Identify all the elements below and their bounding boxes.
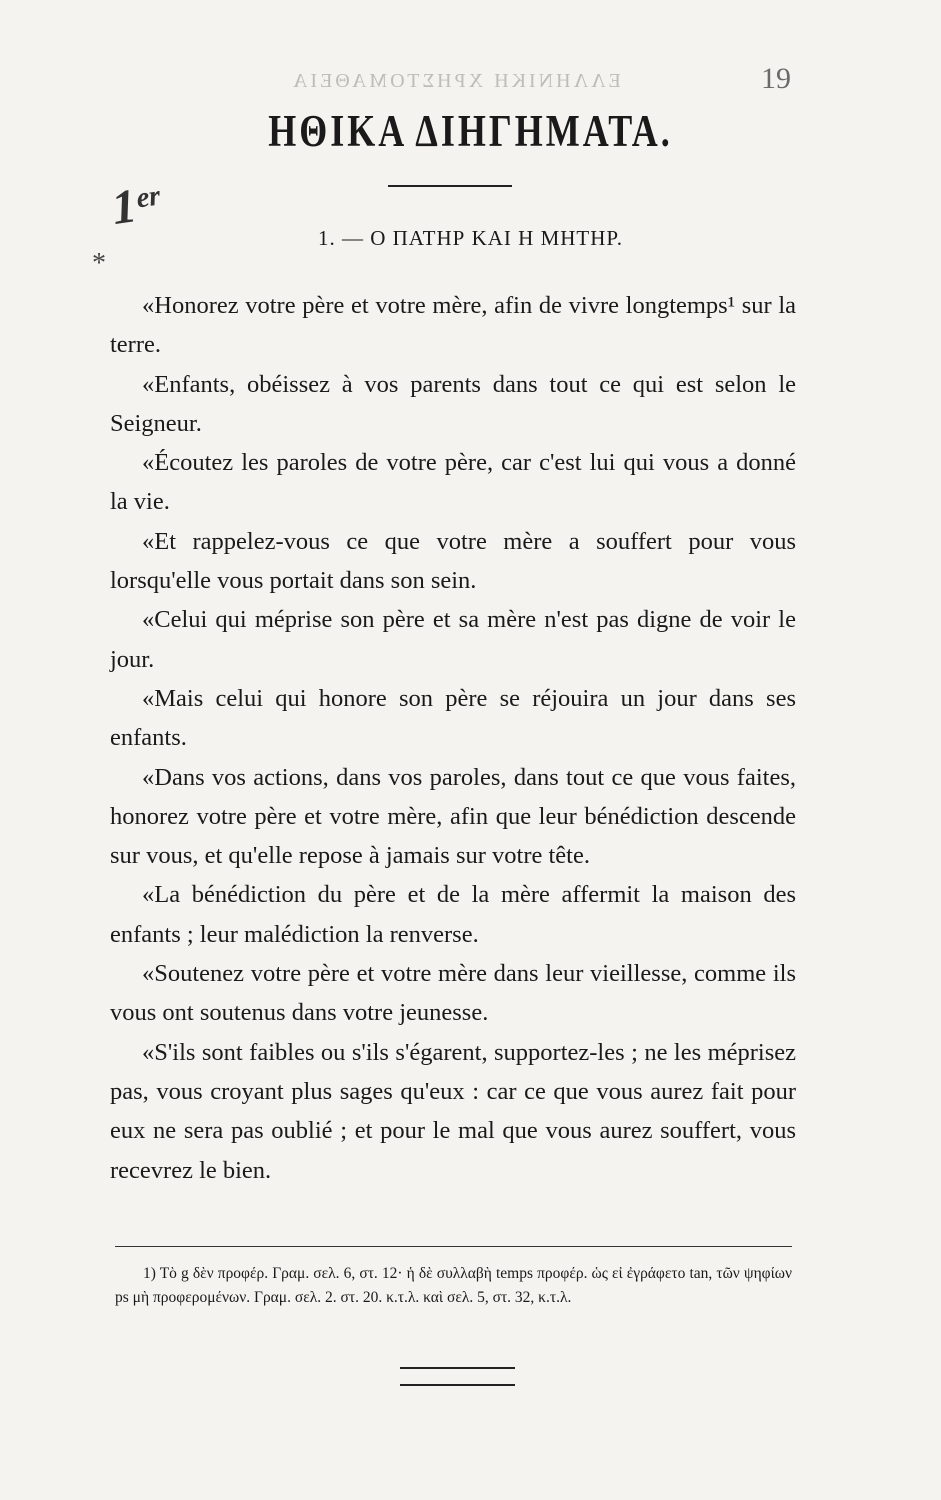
end-ornament-line	[400, 1367, 515, 1369]
paragraph: « Écoutez les paroles de votre père, car c'est lui qui vous a donné la vie.	[110, 443, 796, 522]
bleed-through-header: ΕΛΛΗΝΙΚΗ ΧΡΗΣΤΟΜΑΘΕΙΑ	[290, 70, 621, 92]
footnote: 1) Τὸ g δὲν προφέρ. Γραμ. σελ. 6, στ. 12· ἡ δὲ συλλαβὴ temps προφέρ. ὡς εἰ ἐγράφετο tan, τῶν ψηφίων ps μὴ προφερομένων. Γραμ. σελ. 2. στ. 20. κ.τ.λ. καὶ σελ. 5, στ. 32, κ.τ.λ.	[115, 1265, 792, 1306]
paragraph: « La bénédiction du père et de la mère affermit la maison des enfants ; leur malédiction la renverse.	[110, 875, 796, 954]
paragraph: « Et rappelez-vous ce que votre mère a souffert pour vous lorsqu'elle vous portait dans son sein.	[110, 522, 796, 601]
paragraph: « Dans vos actions, dans vos paroles, dans tout ce que vous faites, honorez votre père et votre mère, afin que leur bénédiction descende sur vous, et qu'elle repose à jamais sur votre tête.	[110, 758, 796, 876]
pencil-annotation: 1ᵉʳ	[108, 175, 163, 236]
paragraph: « Enfants, obéissez à vos parents dans tout ce qui est selon le Seigneur.	[110, 365, 796, 444]
footnote-divider	[115, 1246, 792, 1247]
end-ornament-line	[400, 1384, 515, 1386]
page-title: ΗΘΙΚΑ ΔΙΗΓΗΜΑΤΑ.	[268, 106, 673, 156]
section-heading: 1. — Ο ΠΑΤΗΡ ΚΑΙ Η ΜΗΤΗΡ.	[317, 226, 624, 250]
paragraph: « Mais celui qui honore son père se réjouira un jour dans ses enfants.	[110, 679, 796, 758]
paragraph: « Honorez votre père et votre mère, afin de vivre longtemps¹ sur la terre.	[110, 286, 796, 365]
page-number: 19	[761, 62, 791, 95]
paragraph: « Soutenez votre père et votre mère dans leur vieillesse, comme ils vous ont soutenus dans votre jeunesse.	[110, 954, 796, 1033]
paragraph: « Celui qui méprise son père et sa mère n'est pas digne de voir le jour.	[110, 600, 796, 679]
pencil-star-mark: *	[92, 248, 106, 279]
paragraph: « S'ils sont faibles ou s'ils s'égarent, supportez-les ; ne les méprisez pas, vous croyant plus sages qu'eux : car ce que vous aurez fait pour eux ne sera pas oublié ; et pour le mal que vous aurez souffert, vous recevrez le bien.	[110, 1033, 796, 1190]
body-text	[110, 286, 796, 1190]
title-divider	[388, 185, 512, 187]
